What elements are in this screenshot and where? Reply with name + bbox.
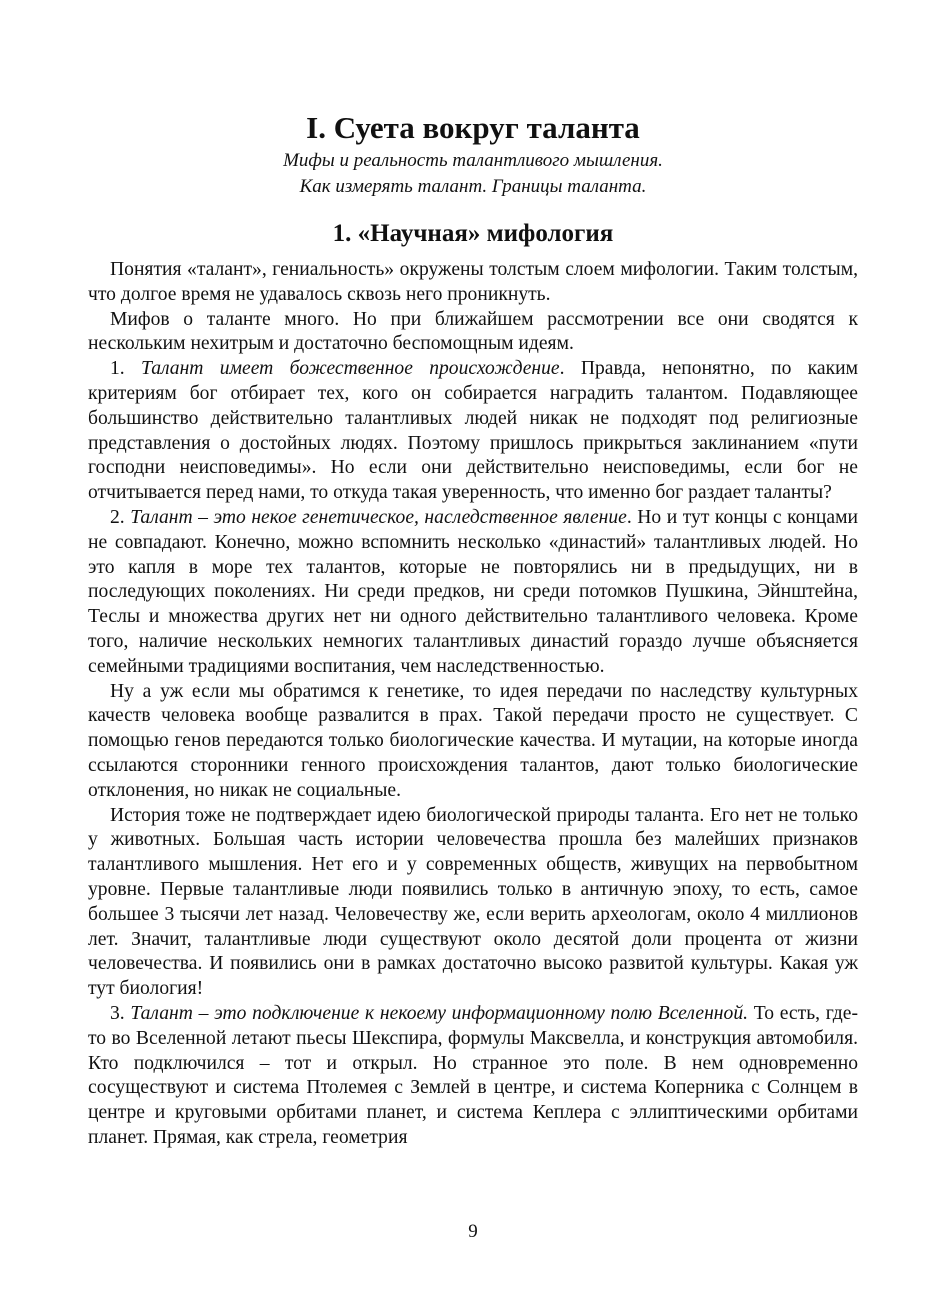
document-page [88, 108, 858, 1151]
myth-statement: Талант имеет божественное происхождение [141, 358, 560, 380]
section-title: 1. «Научная» мифология [332, 220, 614, 247]
myth-statement: Талант – это подключение к некоему информационному полю Вселенной. [130, 1002, 749, 1024]
paragraph-3 [88, 357, 858, 506]
paragraph-6: История тоже не подтверждает идею биологической природы таланта. Его нет не только у животных. Большая часть истории человечества прошла без малейших признаков талантливого мышления. Нет его и у современных обществ, живущих на первобытном уровне. Первые талантливые люди появились только в античную эпоху, то есть, самое большее 3 тысячи лет назад. Человечеству же, если верить археологам, около 4 миллионов лет. Значит, талантливые люди существуют около десятой доли процента от жизни человечества. И появились они в рамках достаточно высоко развитой культуры. Какая уж тут биология! [88, 804, 858, 1000]
paragraph-text: . Правда, непонятно, по каким критериям бог отбирает тех, кого он собирается наградить талантом. Подавляющее большинство действительно талантливых людей никак не подходят под религиозные представления о достойных людях. Поэтому пришлось прикрыться заклинанием «пути господни неисповедимы». Но если они действительно неисповедимы, если бог не отчитывается перед нами, то откуда такая уверенность, что именно бог раздает таланты? [88, 358, 859, 504]
paragraph-5: Ну а уж если мы обратимся к генетике, то идея передачи по наследству культурных качеств человека вообще развалится в прах. Такой передачи просто не существует. С помощью генов передаются только биологические качества. И мутации, на которые иногда ссылаются сторонники генного происхождения талантов, дают только биологические отклонения, но никак не социальные. [88, 680, 858, 801]
chapter-title: I. Суета вокруг таланта [306, 110, 640, 145]
myth-statement: Талант – это некое генетическое, наследственное явление [130, 506, 627, 528]
list-number: 1. [110, 358, 141, 380]
paragraph-1: Понятия «талант», гениальность» окружены толстым слоем мифологии. Таким толстым, что долгое время не удавалось сквозь него проникнуть. [88, 259, 858, 305]
list-number: 3. [110, 1002, 131, 1024]
body-text [88, 258, 858, 1151]
page-number: 9 [468, 1221, 478, 1242]
paragraph-text: . Но и тут концы с концами не совпадают. Конечно, можно вспомнить несколько «династий» талантливых людей. Но это капля в море тех талантов, которые не повторялись ни в предыдущих, ни в последующих поколениях. Ни среди предков, ни среди потомков Пушкина, Эйнштейна, Теслы и множества других нет ни одного действительно талантливого человека. Кроме того, наличие нескольких немногих талантливых династий гораздо лучше объясняется семейными традициями воспитания, чем наследственностью. [88, 506, 858, 677]
paragraph-text: То есть, где-то во Вселенной летают пьесы Шекспира, формулы Максвелла, и конструкция автомобиля. Кто подключился – тот и открыл. Но странное это поле. В нем одновременно сосуществуют и система Птолемея с Землей в центре, и система Коперника с Солнцем в центре и круговыми орбитами планет, и система Кеплера с эллиптическими орбитами планет. Прямая, как стрела, геометрия [88, 1002, 858, 1148]
paragraph-4 [88, 506, 858, 680]
paragraph-2: Мифов о таланте много. Но при ближайшем рассмотрении все они сводятся к нескольким нехитрым и достаточно беспомощным идеям. [88, 308, 858, 355]
chapter-subtitle-line-1: Мифы и реальность талантливого мышления. [283, 150, 663, 171]
paragraph-7 [88, 1002, 858, 1151]
chapter-subtitle-line-2: Как измерять талант. Границы таланта. [299, 176, 647, 197]
list-number: 2. [110, 506, 131, 528]
